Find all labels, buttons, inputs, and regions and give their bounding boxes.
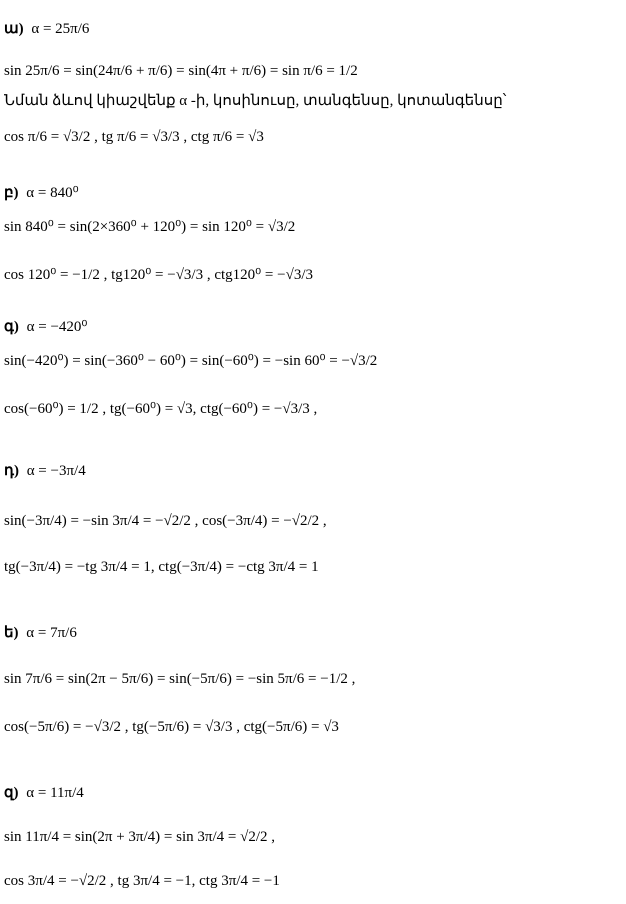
formula-line: cos(−5π/6) = −√3/2 , tg(−5π/6) = √3/3 , ctg(−5π/6) = √3 <box>4 719 339 735</box>
alpha-definition: α = 7π/6 <box>26 625 77 641</box>
alpha-definition: α = 840⁰ <box>26 185 79 201</box>
formula-line: cos(−60⁰) = 1/2 , tg(−60⁰) = √3, ctg(−60⁰) = −√3/3 , <box>4 401 318 417</box>
formula-line: sin 25π/6 = sin(24π/6 + π/6) = sin(4π + π/6) = sin π/6 = 1/2 <box>4 63 358 79</box>
section-label: բ) <box>4 185 19 201</box>
formula-line: sin 11π/4 = sin(2π + 3π/4) = sin 3π/4 = √2/2 , <box>4 829 275 845</box>
alpha-definition: α = 11π/4 <box>26 785 84 801</box>
formula-line: sin(−3π/4) = −sin 3π/4 = −√2/2 , cos(−3π/4) = −√2/2 , <box>4 513 327 529</box>
section-f-header <box>4 784 84 802</box>
alpha-definition: α = 25π/6 <box>31 21 90 37</box>
section-d-header <box>4 462 86 480</box>
formula-line: sin 840⁰ = sin(2×360⁰ + 120⁰) = sin 120⁰ = √3/2 <box>4 219 296 235</box>
formula-line: cos π/6 = √3/2 , tg π/6 = √3/3 , ctg π/6 = √3 <box>4 129 264 145</box>
section-label: ա) <box>4 21 24 37</box>
section-label: գ) <box>4 319 19 335</box>
formula-line: cos 3π/4 = −√2/2 , tg 3π/4 = −1, ctg 3π/4 = −1 <box>4 873 280 889</box>
text-line: Նման ձևով կիաշվենք α -ի, կոսինուսը, տանգենսը, կոտանգենսը՝ <box>4 93 507 109</box>
alpha-definition: α = −3π/4 <box>26 463 86 479</box>
alpha-definition: α = −420⁰ <box>26 319 88 335</box>
formula-line: tg(−3π/4) = −tg 3π/4 = 1, ctg(−3π/4) = −ctg 3π/4 = 1 <box>4 559 319 575</box>
section-label: ե) <box>4 625 19 641</box>
section-a-header <box>4 20 89 38</box>
section-label: դ) <box>4 463 19 479</box>
formula-line: cos 120⁰ = −1/2 , tg120⁰ = −√3/3 , ctg120⁰ = −√3/3 <box>4 267 314 283</box>
section-c-header <box>4 318 87 336</box>
formula-line: sin 7π/6 = sin(2π − 5π/6) = sin(−5π/6) = −sin 5π/6 = −1/2 , <box>4 671 356 687</box>
formula-line: sin(−420⁰) = sin(−360⁰ − 60⁰) = sin(−60⁰) = −sin 60⁰ = −√3/2 <box>4 353 378 369</box>
section-b-header <box>4 184 79 202</box>
section-label: զ) <box>4 785 19 801</box>
section-e-header <box>4 624 77 642</box>
